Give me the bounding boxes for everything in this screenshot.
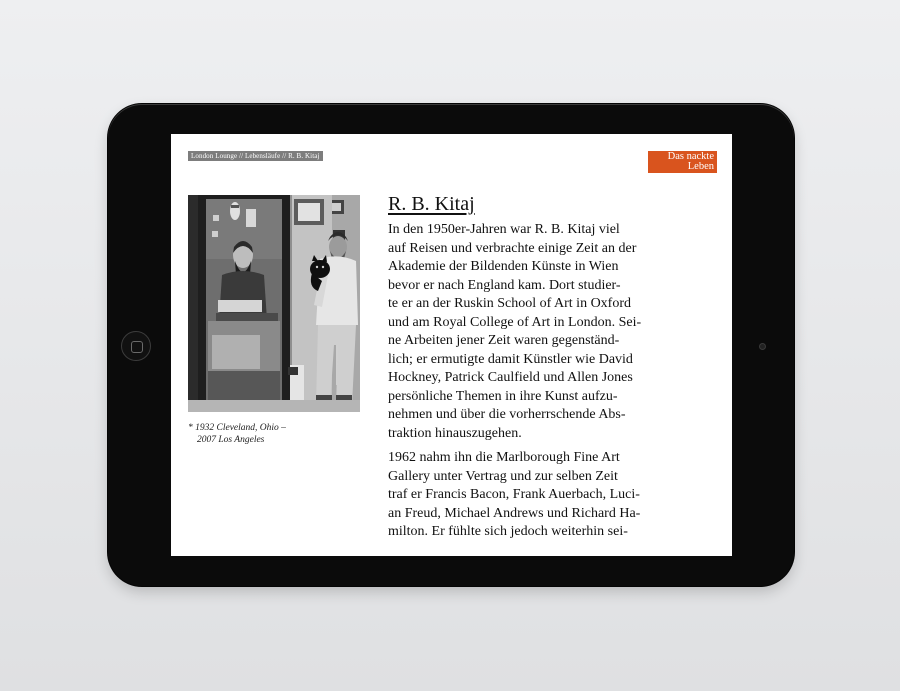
caption-line-1: * 1932 Cleveland, Ohio – xyxy=(188,423,286,433)
text-line: an Freud, Michael Andrews und Richard Ha- xyxy=(388,505,641,521)
text-line: Akademie der Bildenden Künste in Wien xyxy=(388,259,619,274)
brand-logo[interactable] xyxy=(648,151,717,173)
tablet-screen xyxy=(171,134,732,556)
article-body xyxy=(388,221,718,548)
artist-life-dates xyxy=(188,422,328,446)
brand-logo-line-1: Das nackte xyxy=(667,151,714,162)
article-title: R. B. Kitaj xyxy=(388,193,475,215)
text-line: Hockney, Patrick Caulfield und Allen Jones xyxy=(388,370,633,385)
caption-line-2: 2007 Los Angeles xyxy=(197,435,265,445)
text-line: und am Royal College of Art in London. Sei- xyxy=(388,314,642,330)
breadcrumb[interactable]: London Lounge // Lebensläufe // R. B. Kitaj xyxy=(188,151,323,161)
text-line: lich; er ermutigte damit Künstler wie David xyxy=(388,351,633,367)
text-line: In den 1950er-Jahren war R. B. Kitaj viel xyxy=(388,222,620,237)
text-line: traktion hinauszugehen. xyxy=(388,425,522,441)
article-paragraph xyxy=(388,221,718,443)
text-line: milton. Er fühlte sich jedoch weiterhin sei- xyxy=(388,524,628,539)
text-line: bevor er nach England kam. Dort studier- xyxy=(388,277,621,293)
article-paragraph xyxy=(388,449,718,542)
artist-photo xyxy=(188,195,360,412)
text-line: persönliche Themen in ihre Kunst aufzu- xyxy=(388,388,618,404)
text-line: traf er Francis Bacon, Frank Auerbach, Luci- xyxy=(388,487,640,502)
text-line: 1962 nahm ihn die Marlborough Fine Art xyxy=(388,450,620,465)
text-line: nehmen und über die vorherrschende Abs- xyxy=(388,407,626,422)
text-line: Gallery unter Vertrag und zur selben Zeit xyxy=(388,468,618,484)
text-line: ne Arbeiten jener Zeit waren gegenständ- xyxy=(388,333,620,348)
camera-icon xyxy=(759,343,766,350)
text-line: te er an der Ruskin School of Art in Oxford xyxy=(388,296,632,311)
brand-logo-line-2: Leben xyxy=(687,161,714,172)
home-button[interactable] xyxy=(121,331,151,361)
text-line: auf Reisen und verbrachte einige Zeit an der xyxy=(388,240,637,256)
